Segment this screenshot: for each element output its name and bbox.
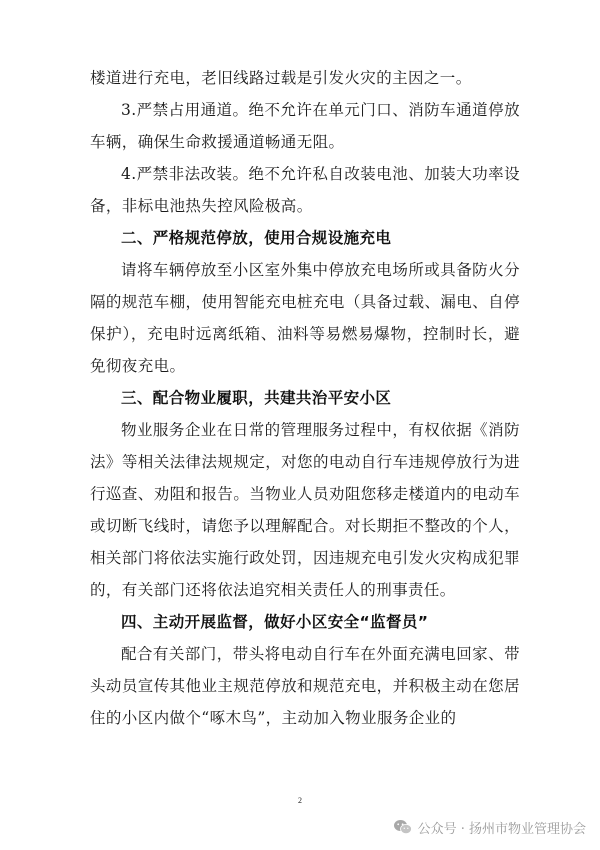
watermark [393, 816, 586, 838]
section-heading-4: 四、主动开展监督，做好小区安全“监督员” [121, 613, 429, 631]
watermark-text: 公众号 · 扬州市物业管理协会 [417, 821, 586, 837]
document-body [90, 62, 520, 734]
paragraph-supervision: 配合有关部门，带头将电动自行车在外面充满电回家、带头动员宣传其他业主规范停放和规范充电，并积极主动在您居住的小区内做个“啄木鸟”，主动加入物业服务企业的 [90, 645, 520, 727]
paragraph-property-management: 物业服务企业在日常的管理服务过程中，有权依据《消防法》等相关法律法规规定，对您的电动自行车违规停放行为进行巡查、劝阻和报告。当物业人员劝阻您移走楼道内的电动车或切断飞线时，请您予以理解配合。对长期拒不整改的个人，相关部门将依法实施行政处罚，因违规充电引发火灾构成犯罪的，有关部门还将依法追究相关责任人的刑事责任。 [90, 421, 520, 599]
paragraph-parking: 请将车辆停放至小区室外集中停放充电场所或具备防火分隔的规范车棚，使用智能充电桩充电（具备过载、漏电、自停保护），充电时远离纸箱、油料等易燃易爆物，控制时长，避免彻夜充电。 [90, 261, 520, 375]
section-heading-3: 三、配合物业履职，共建共治平安小区 [121, 389, 392, 407]
paragraph-rule-3: 3.严禁占用通道。绝不允许在单元门口、消防车通道停放车辆，确保生命救援通道畅通无阻。 [90, 101, 520, 151]
paragraph-continuation: 楼道进行充电，老旧线路过载是引发火灾的主因之一。 [90, 69, 472, 87]
paragraph-rule-4: 4.严禁非法改装。绝不允许私自改装电池、加装大功率设备，非标电池热失控风险极高。 [90, 165, 520, 215]
section-heading-2: 二、严格规范停放，使用合规设施充电 [121, 229, 392, 247]
page-number: 2 [298, 796, 302, 805]
wechat-icon [393, 819, 413, 835]
